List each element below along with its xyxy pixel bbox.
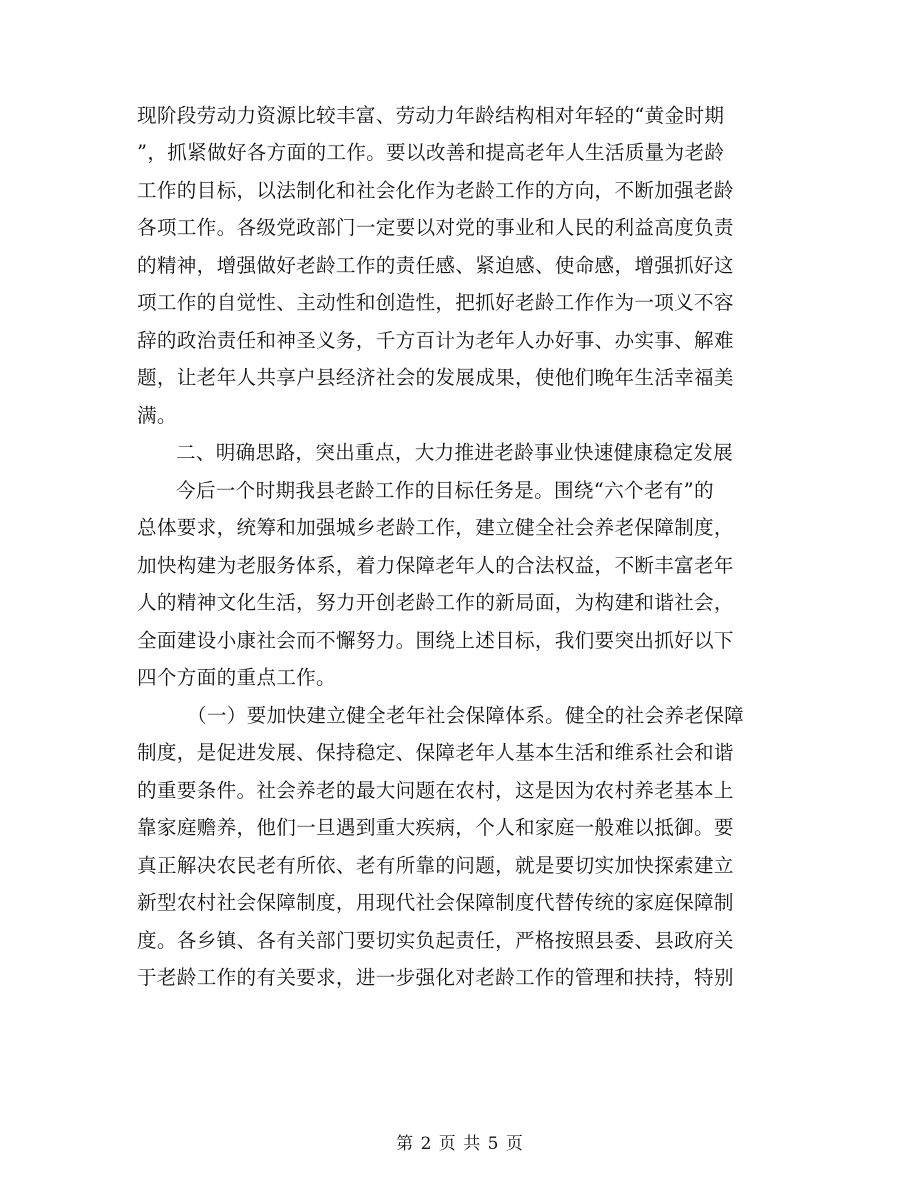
text-line: 四个方面的重点工作。 [137, 666, 336, 689]
text-line: 的重要条件。社会养老的最大问题在农村，这是因为农村养老基本上 [137, 779, 734, 802]
text-line: 总体要求，统筹和加强城乡老龄工作，建立健全社会养老保障制度， [137, 516, 734, 539]
subsection-heading: （一）要加快建立健全老年社会保障体系。健全的社会养老保障 [187, 704, 745, 727]
section-heading: 二、明确思路，突出重点，大力推进老龄事业快速健康稳定发展 [176, 441, 734, 464]
text-line: 各项工作。各级党政部门一定要以对党的事业和人民的利益高度负责 [137, 216, 734, 239]
text-line: 加快构建为老服务体系，着力保障老年人的合法权益，不断丰富老年 [137, 554, 734, 577]
text-line: 工作的目标，以法制化和社会化作为老龄工作的方向，不断加强老龄 [137, 179, 734, 202]
text-line: 全面建设小康社会而不懈努力。围绕上述目标，我们要突出抓好以下 [137, 629, 734, 652]
text-line: 人的精神文化生活，努力开创老龄工作的新局面，为构建和谐社会， [137, 591, 734, 614]
text-line: 现阶段劳动力资源比较丰富、劳动力年龄结构相对年轻的“黄金时期 [137, 104, 725, 127]
page-footer: 第 2 页 共 5 页 [396, 1134, 524, 1154]
text-line: 辞的政治责任和神圣义务，千方百计为老年人办好事、办实事、解难 [137, 329, 734, 352]
text-line: 今后一个时期我县老龄工作的目标任务是。围绕“六个老有”的 [176, 479, 714, 502]
text-line: 制度，是促进发展、保持稳定、保障老年人基本生活和维系社会和谐 [137, 741, 734, 764]
text-line: 真正解决农民老有所依、老有所靠的问题，就是要切实加快探索建立 [137, 854, 734, 877]
text-line: 项工作的自觉性、主动性和创造性，把抓好老龄工作作为一项义不容 [137, 291, 734, 314]
text-line: 题，让老年人共享户县经济社会的发展成果，使他们晚年生活幸福美 [137, 366, 734, 389]
text-line: 满。 [137, 404, 177, 427]
text-line: ”，抓紧做好各方面的工作。要以改善和提高老年人生活质量为老龄 [137, 141, 725, 164]
text-line: 于老龄工作的有关要求，进一步强化对老龄工作的管理和扶持，特别 [137, 966, 734, 989]
text-line: 的精神，增强做好老龄工作的责任感、紧迫感、使命感，增强抓好这 [137, 254, 734, 277]
text-line: 新型农村社会保障制度，用现代社会保障制度代替传统的家庭保障制 [137, 891, 734, 914]
text-line: 靠家庭赡养，他们一旦遇到重大疾病，个人和家庭一般难以抵御。要 [137, 816, 734, 839]
text-line: 度。各乡镇、各有关部门要切实负起责任，严格按照县委、县政府关 [137, 929, 734, 952]
